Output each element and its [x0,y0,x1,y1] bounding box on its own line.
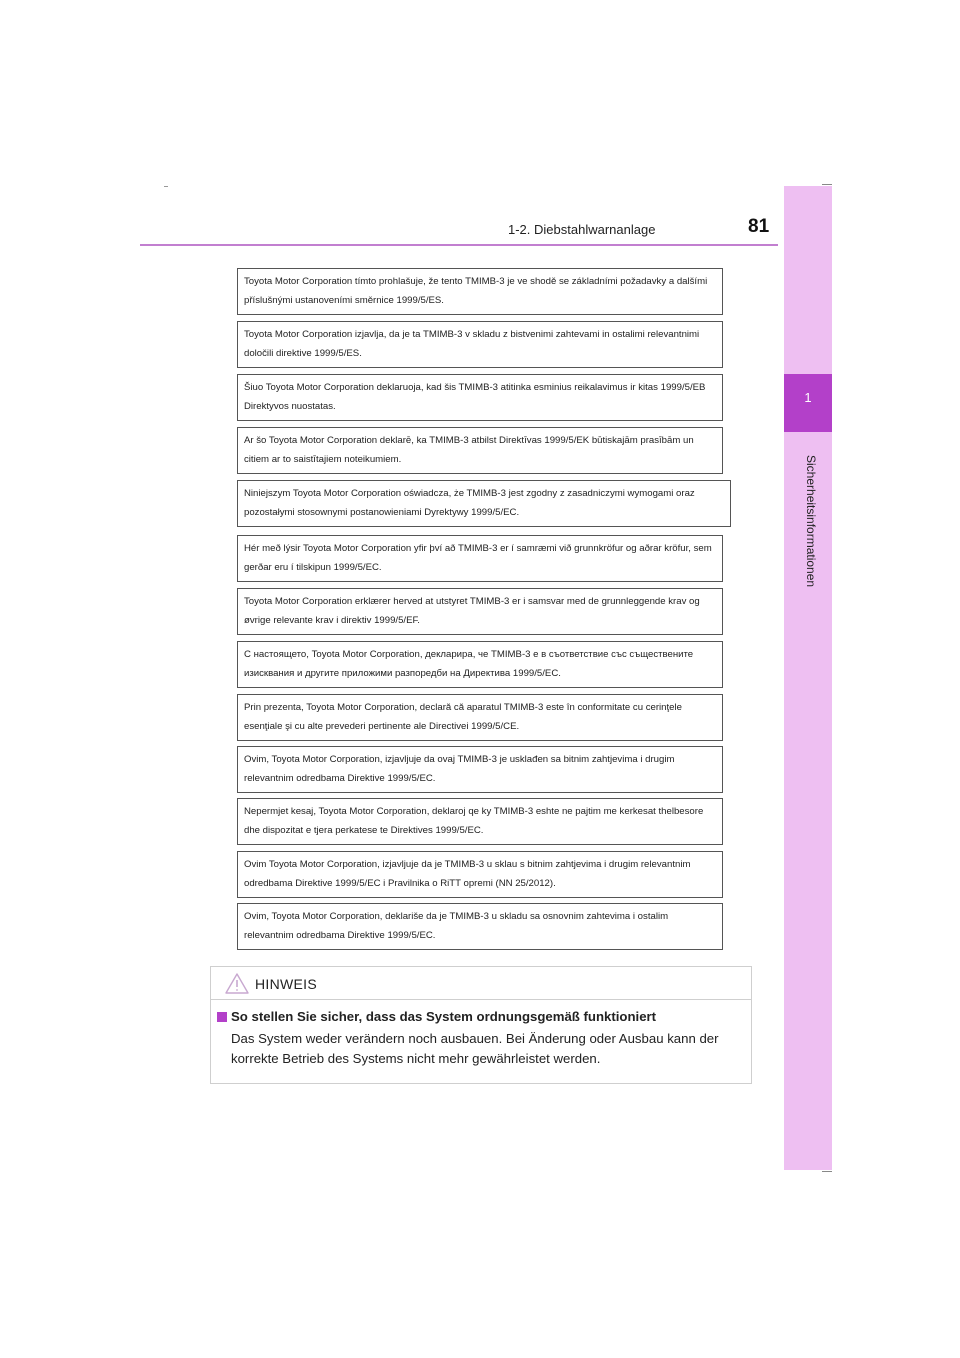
declaration-box: Ovim Toyota Motor Corporation, izjavljuje da je TMIMB-3 u sklau s bitnim zahtjevima i drugim relevantnim odredbama Direktive 1999/5/EC i Pravilnika o RiTT opremi (NN 25/2012). [237,851,723,898]
declaration-box: С настоящето, Toyota Motor Corporation, декларира, че TMIMB-3 е в съответствие със съществените изисквания и другите приложими разпоредби на Директива 1999/5/EC. [237,641,723,688]
notice-title: HINWEIS [255,976,317,992]
chapter-tab [784,374,832,432]
declaration-box: Prin prezenta, Toyota Motor Corporation, declară că aparatul TMIMB-3 este în conformitate cu cerinţele esenţiale şi cu alte prevederi pertinente ale Directivei 1999/5/CE. [237,694,723,741]
header-rule [140,244,778,246]
declaration-box: Hér með lýsir Toyota Motor Corporation yfir því að TMIMB-3 er í samræmi við grunnkröfur og aðrar kröfur, sem gerðar eru í tilskipun 1999/5/EC. [237,535,723,582]
declaration-box: Nepermjet kesaj, Toyota Motor Corporation, deklaroj qe ky TMIMB-3 eshte ne pajtim me kerkesat thelbesore dhe dispozitat e tjera perkatese te Direktives 1999/5/EC. [237,798,723,845]
sidebar-tick-bottom [822,1171,832,1172]
warning-icon [225,973,249,999]
declaration-box: Toyota Motor Corporation erklærer herved at utstyret TMIMB-3 er i samsvar med de grunnleggende krav og øvrige relevante krav i direktiv 1999/5/EF. [237,588,723,635]
chapter-number: 1 [804,390,812,405]
page-number: 81 [748,216,770,237]
notice-header [211,967,751,1000]
section-title: 1-2. Diebstahlwarnanlage [508,222,656,237]
corner-mark [164,186,168,187]
chapter-title: Sicherheitsinformationen [804,455,818,588]
declaration-box: Ovim, Toyota Motor Corporation, izjavljuje da ovaj TMIMB-3 je usklađen sa bitnim zahtjevima i drugim relevantnim odredbama Direktive 1999/5/EC. [237,746,723,793]
notice-box [210,966,752,1084]
chapter-sidebar [784,186,832,1170]
bullet-square [217,1012,227,1022]
notice-body: Das System weder verändern noch ausbauen. Bei Änderung oder Ausbau kann der korrekte Betrieb des Systems nicht mehr gewährleistet werden. [231,1031,719,1066]
declaration-box: Ar šo Toyota Motor Corporation deklarē, ka TMIMB-3 atbilst Direktīvas 1999/5/EK būtiskajām prasībām un citiem ar to saistītajiem noteikumiem. [237,427,723,474]
sidebar-tick-top [822,184,832,185]
notice-subheading: So stellen Sie sicher, dass das System ordnungsgemäß funktioniert [231,1009,657,1024]
declaration-box: Toyota Motor Corporation tímto prohlašuje, že tento TMIMB-3 je ve shodě se základními požadavky a dalšími příslušnými ustanoveními směrnice 1999/5/ES. [237,268,723,315]
declaration-box: Niniejszym Toyota Motor Corporation oświadcza, że TMIMB-3 jest zgodny z zasadniczymi wymogami oraz pozostałymi stosownymi postanowieniami Dyrektywy 1999/5/EC. [237,480,731,527]
declaration-box: Toyota Motor Corporation izjavlja, da je ta TMIMB-3 v skladu z bistvenimi zahtevami in ostalimi relevantnimi določili direktive 1999/5/ES. [237,321,723,368]
declaration-box: Ovim, Toyota Motor Corporation, deklariše da je TMIMB-3 u skladu sa osnovnim zahtevima i ostalim relevantnim odredbama Direktive 1999/5/EC. [237,903,723,950]
declaration-box: Šiuo Toyota Motor Corporation deklaruoja, kad šis TMIMB-3 atitinka esminius reikalavimus ir kitas 1999/5/EB Direktyvos nuostatas. [237,374,723,421]
